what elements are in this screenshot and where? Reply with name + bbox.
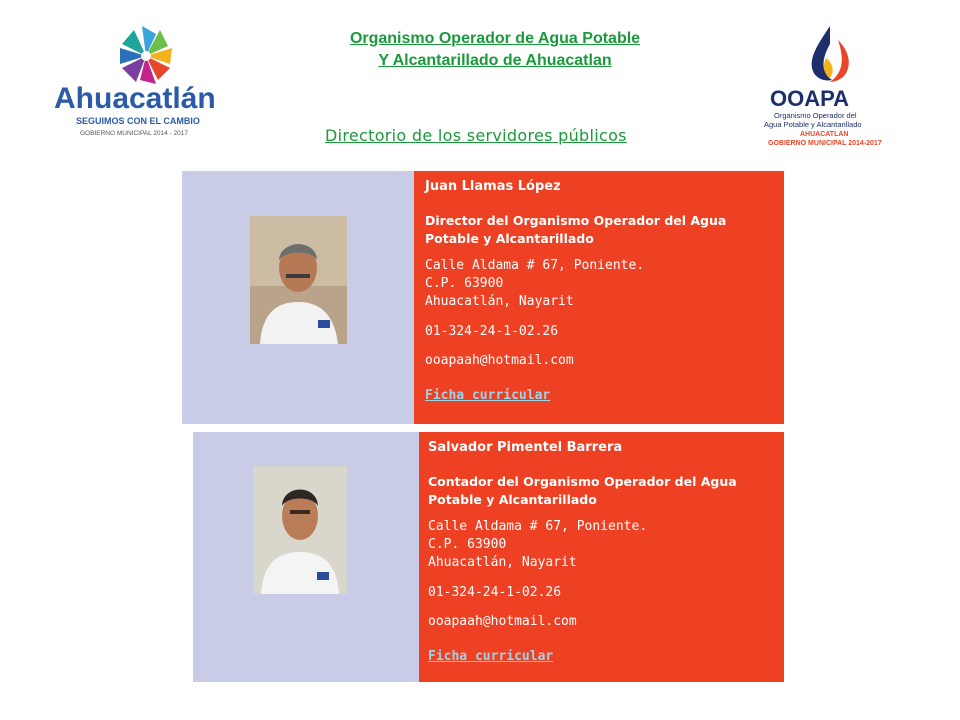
servant-name: Juan Llamas López [425, 179, 561, 194]
logo-brand-text: Ahuacatlán [54, 82, 216, 115]
svg-text:AHUACATLAN: AHUACATLAN [800, 131, 849, 138]
page-header-title [290, 28, 700, 72]
servant-address: Calle Aldama # 67, Poniente. C.P. 63900 Ahuacatlán, Nayarit [425, 258, 645, 309]
card-info-panel [419, 432, 784, 682]
servant-address: Calle Aldama # 67, Poniente. C.P. 63900 Ahuacatlán, Nayarit [428, 519, 648, 570]
servant-photo [250, 216, 347, 344]
header-title-line2: Y Alcantarillado de Ahuacatlan [378, 52, 612, 69]
person-photo-icon [253, 466, 347, 594]
person-photo-icon [250, 216, 347, 344]
svg-text:GOBIERNO MUNICIPAL 2014-2017: GOBIERNO MUNICIPAL 2014-2017 [768, 140, 882, 147]
servant-role: Contador del Organismo Operador del Agua Potable y Alcantarillado [428, 474, 737, 507]
servant-name: Salvador Pimentel Barrera [428, 440, 623, 455]
cv-link[interactable]: Ficha curricular [425, 388, 551, 403]
servant-phone: 01-324-24-1-02.26 [428, 585, 562, 600]
pinwheel-logo-icon [50, 22, 240, 152]
flame-drop-logo-icon [760, 22, 900, 152]
ooapa-logo [760, 22, 900, 152]
cv-link[interactable]: Ficha curricular [428, 649, 554, 664]
svg-text:SEGUIMOS CON EL CAMBIO: SEGUIMOS CON EL CAMBIO [76, 116, 200, 126]
svg-text:OOAPA: OOAPA [770, 86, 850, 111]
svg-text:GOBIERNO MUNICIPAL 2014 - 2017: GOBIERNO MUNICIPAL 2014 - 2017 [80, 130, 189, 137]
ahuacatlan-logo [50, 22, 240, 152]
svg-text:Agua Potable y Alcantarillado: Agua Potable y Alcantarillado [764, 120, 862, 129]
directory-title: Directorio de los servidores públicos [325, 126, 627, 145]
servant-email: ooapaah@hotmail.com [428, 614, 577, 629]
servant-email: ooapaah@hotmail.com [425, 353, 574, 368]
card-info-panel [414, 171, 784, 424]
header-title-line1: Organismo Operador de Agua Potable [349, 30, 641, 47]
servant-phone: 01-324-24-1-02.26 [425, 324, 559, 339]
svg-text:Organismo Operador del: Organismo Operador del [774, 111, 857, 120]
servant-role: Director del Organismo Operador del Agua Potable y Alcantarillado [425, 213, 727, 246]
servant-photo [253, 466, 347, 594]
